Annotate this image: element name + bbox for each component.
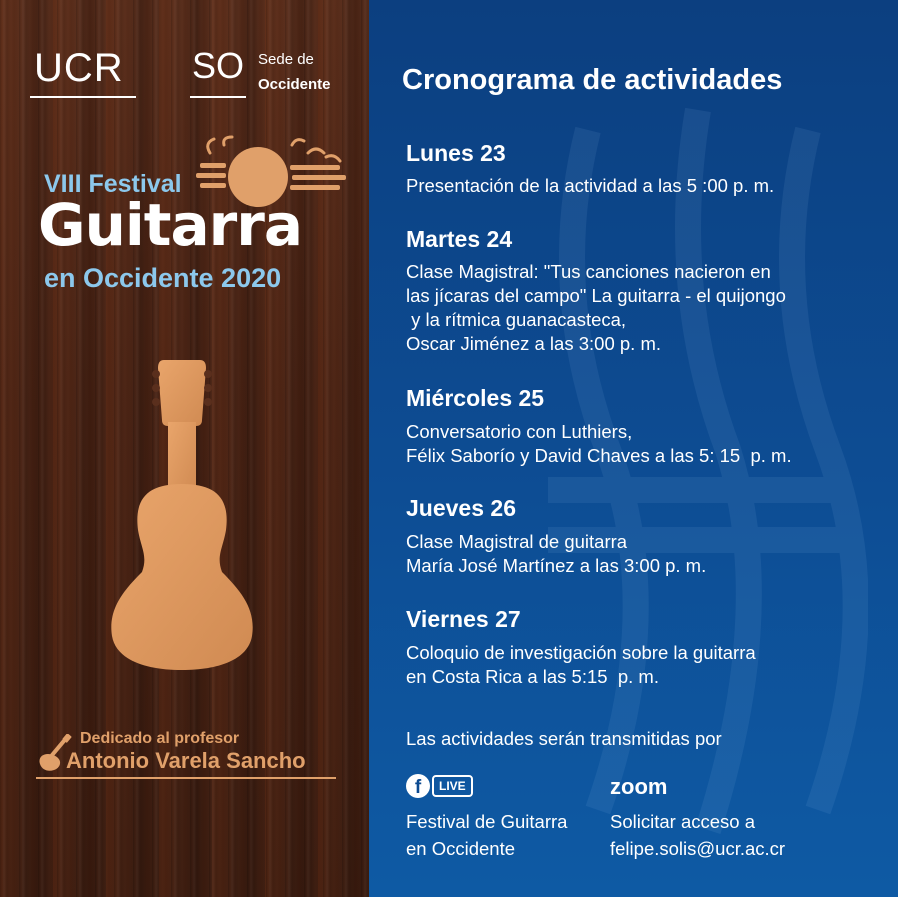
day-heading: Martes 24 <box>406 226 513 252</box>
description-line: Coloquio de investigación sobre la guitarra <box>406 642 756 663</box>
festival-edition: VIII Festival <box>44 170 182 198</box>
day-description <box>406 174 774 198</box>
description-line: las jícaras del campo" La guitarra - el quijongo <box>406 285 786 306</box>
description-line: Félix Saborío y David Chaves a las 5: 15 p. m. <box>406 445 792 466</box>
dedication <box>36 726 346 786</box>
zoom-access-info <box>610 808 785 862</box>
description-line: Presentación de la actividad a las 5 :00 p. m. <box>406 175 775 196</box>
transmission-intro: Las actividades serán transmitidas por <box>406 728 722 749</box>
schedule-title: Cronograma de actividades <box>402 64 783 96</box>
description-line: Oscar Jiménez a las 3:00 p. m. <box>406 333 661 354</box>
facebook-line: en Occidente <box>406 838 516 859</box>
facebook-page-name <box>406 808 567 862</box>
festival-subtitle: en Occidente 2020 <box>44 263 282 293</box>
zoom-email: felipe.solis@ucr.ac.cr <box>610 838 786 859</box>
so-logo-text: SO <box>192 45 245 86</box>
day-heading: Lunes 23 <box>406 140 506 166</box>
day-heading: Jueves 26 <box>406 495 516 521</box>
facebook-icon: f <box>406 774 430 798</box>
facebook-line: Festival de Guitarra <box>406 811 568 832</box>
description-line: y la rítmica guanacasteca, <box>406 309 627 330</box>
description-line: Conversatorio con Luthiers, <box>406 421 633 442</box>
description-line: Clase Magistral: "Tus canciones nacieron en <box>406 261 771 282</box>
dedication-underline <box>36 777 336 779</box>
so-logo <box>190 46 350 98</box>
day-heading: Miércoles 25 <box>406 385 545 411</box>
left-panel <box>0 0 369 897</box>
live-badge: LIVE <box>432 775 473 797</box>
day-description <box>406 420 792 468</box>
day-heading: Viernes 27 <box>406 606 521 632</box>
dedication-name: Antonio Varela Sancho <box>66 748 306 773</box>
day-description <box>406 641 756 689</box>
sede-name: Occidente <box>258 76 331 93</box>
day-description <box>406 260 786 356</box>
zoom-line: Solicitar acceso a <box>610 811 755 832</box>
sede-label: Sede de <box>258 51 314 68</box>
zoom-logo: zoom <box>610 774 668 799</box>
day-description <box>406 530 706 578</box>
guitar-icon <box>108 360 256 670</box>
description-line: María José Martínez a las 3:00 p. m. <box>406 555 707 576</box>
ucr-logo-text: UCR <box>34 46 124 90</box>
description-line: en Costa Rica a las 5:15 p. m. <box>406 666 659 687</box>
so-logo-underline <box>190 96 246 98</box>
facebook-live-badge <box>406 774 476 798</box>
festival-title: Guitarra <box>38 191 302 259</box>
description-line: Clase Magistral de guitarra <box>406 531 628 552</box>
ucr-logo-underline <box>30 96 136 98</box>
ucr-logo <box>30 46 136 98</box>
dedication-label: Dedicado al profesor <box>80 730 240 747</box>
